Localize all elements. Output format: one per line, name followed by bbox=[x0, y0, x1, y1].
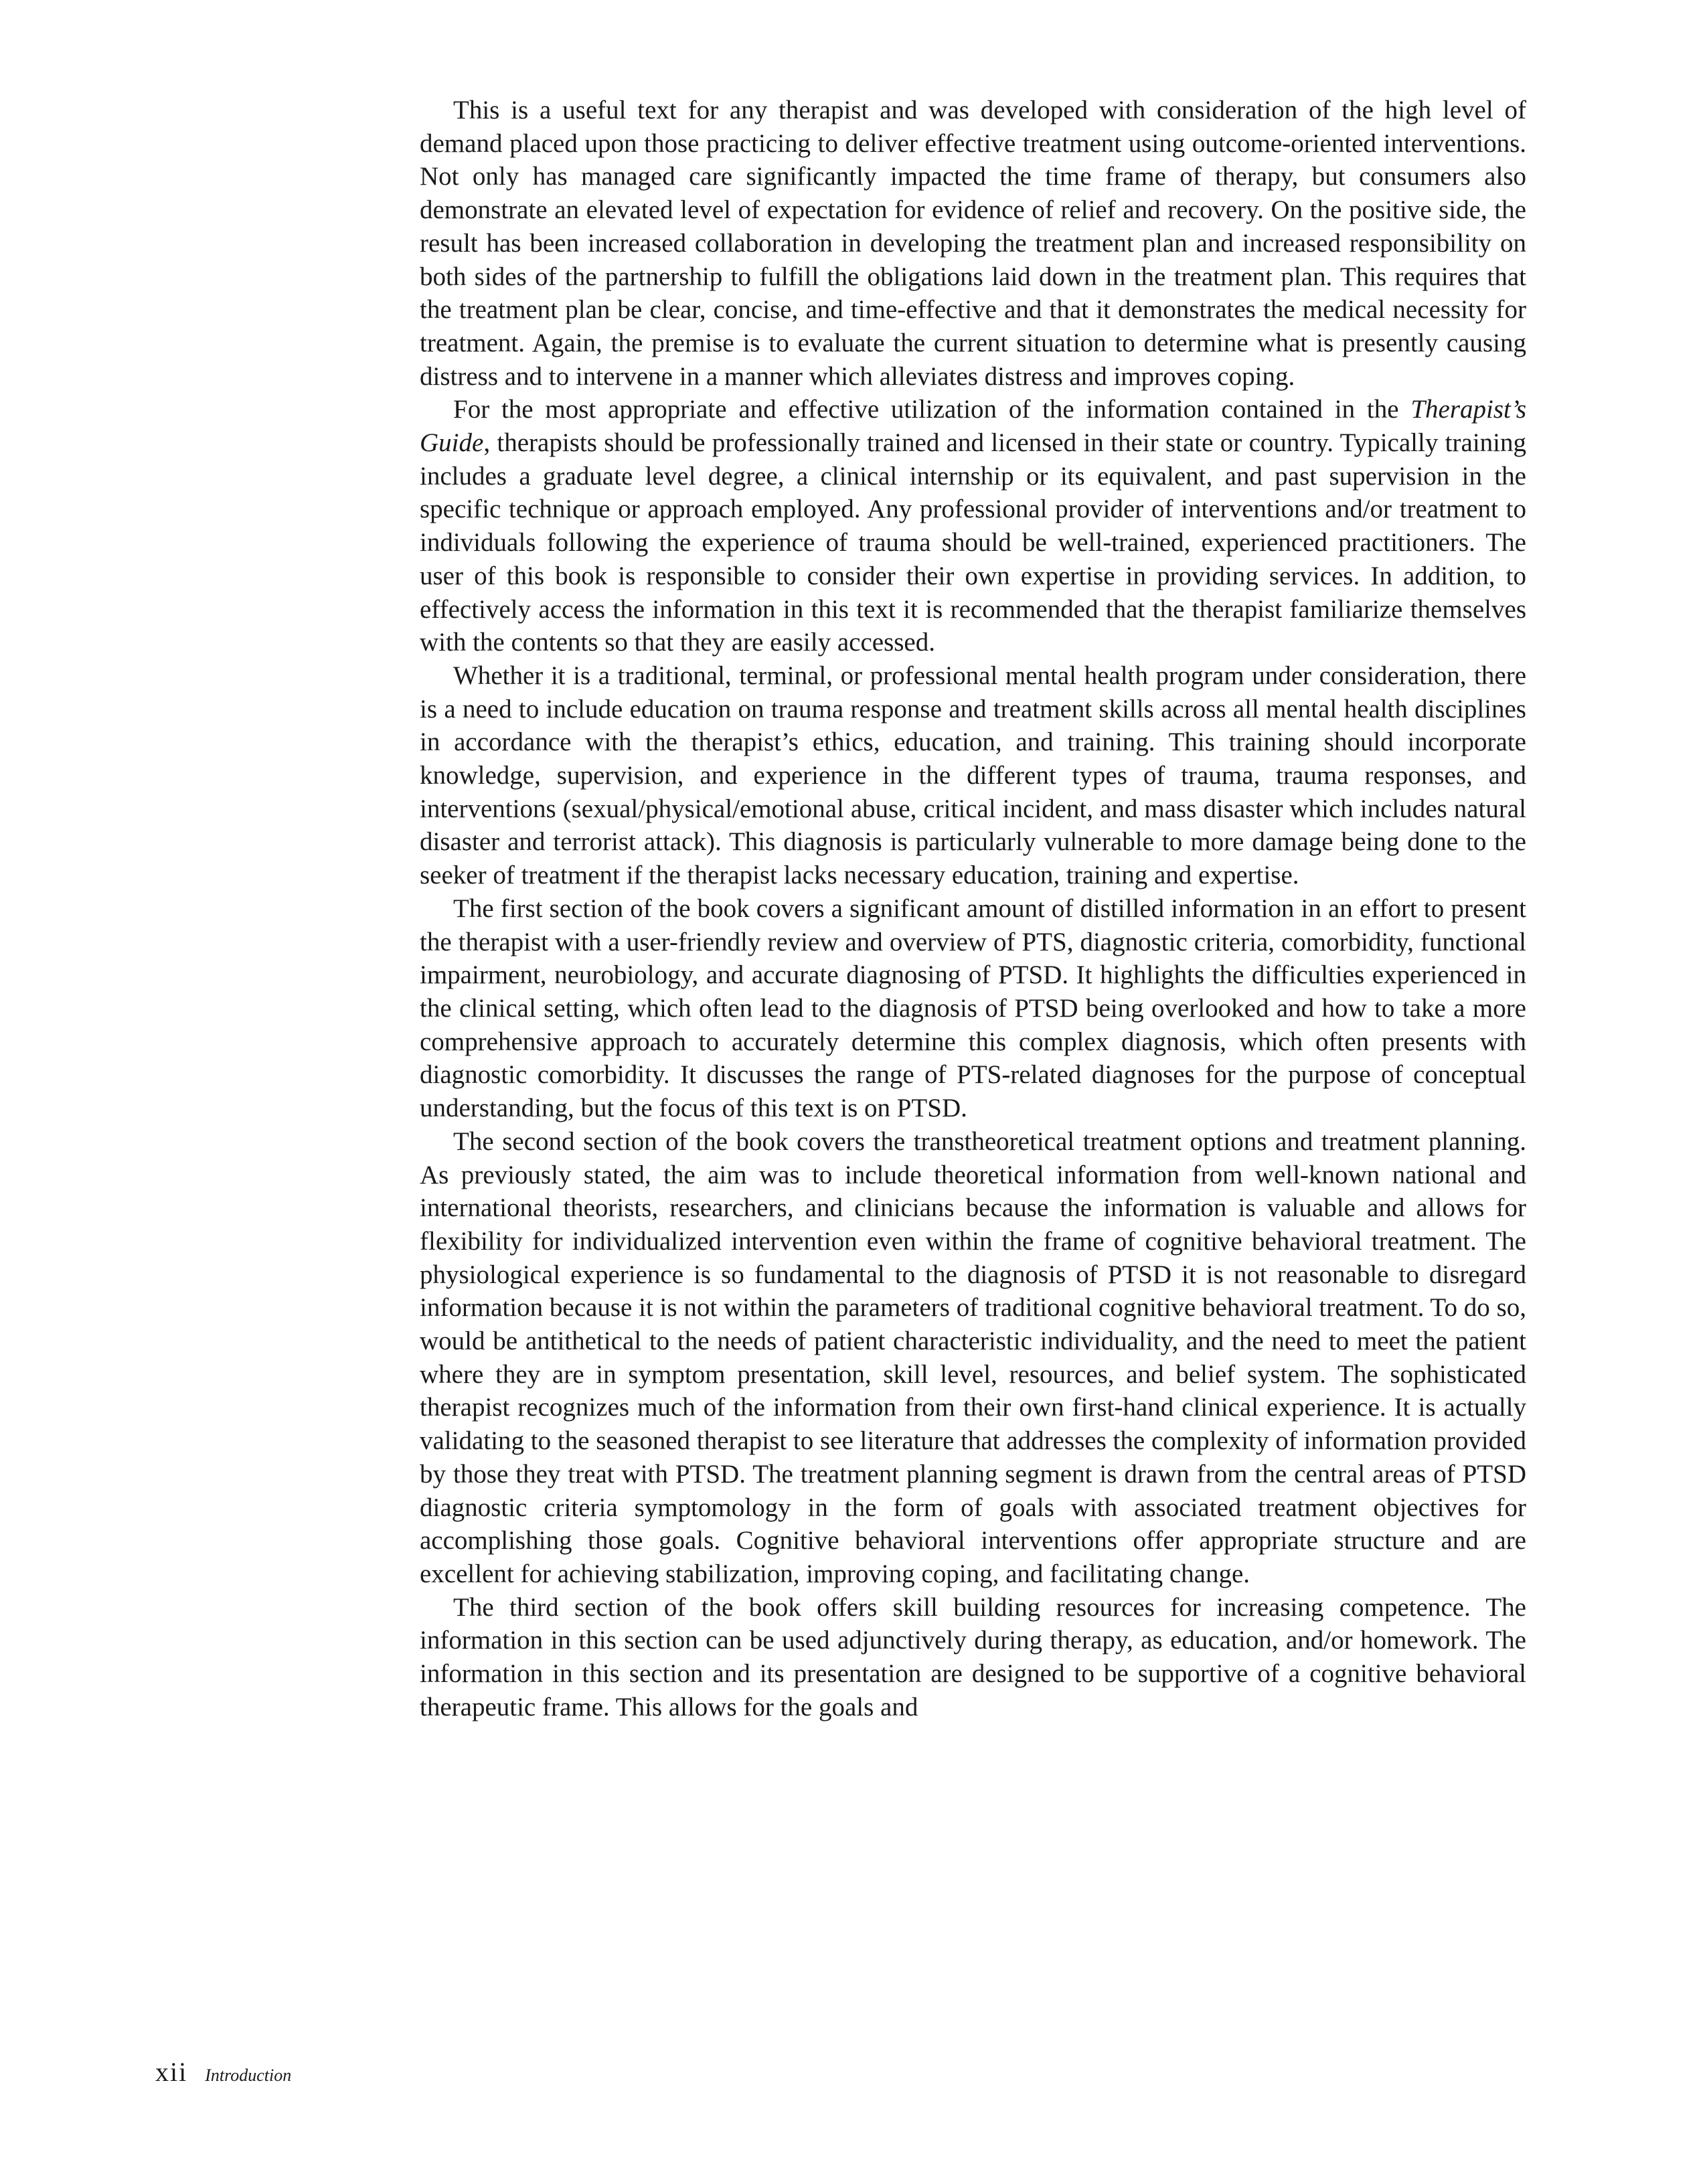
paragraph-3: Whether it is a traditional, terminal, or professional mental health program under consideration, there is a need to include education on trauma response and treatment skills across all mental health disciplines in accordance with the therapist’s ethics, education, and training. This training should incorporate knowledge, supervision, and experience in the different types of trauma, trauma responses, and interventions (sexual/physical/emotional abuse, critical incident, and mass disaster which includes natural disaster and terrorist attack). This diagnosis is particularly vulnerable to more damage being done to the seeker of treatment if the therapist lacks necessary education, training and expertise. bbox=[420, 661, 1526, 890]
paragraph-4: The first section of the book covers a significant amount of distilled information in an effort to present the therapist with a user-friendly review and overview of PTS, diagnostic criteria, comorbidity, functional impairment, neurobiology, and accurate diagnosing of PTSD. It highlights the difficulties experienced in the clinical setting, which often lead to the diagnosis of PTSD being overlooked and how to take a more comprehensive approach to accurately determine this complex diagnosis, which often presents with diagnostic comorbidity. It discusses the range of PTS-related diagnoses for the purpose of conceptual understanding, but the focus of this text is on PTSD. bbox=[420, 894, 1526, 1123]
paragraph-5: The second section of the book covers the transtheoretical treatment options and treatment planning. As previously stated, the aim was to include theoretical information from well-known national and international theorists, researchers, and clinicians because the information is valuable and allows for flexibility for individualized intervention even within the frame of cognitive behavioral treatment. The physiological experience is so fundamental to the diagnosis of PTSD it is not reasonable to disregard information because it is not within the parameters of traditional cognitive behavioral treatment. To do so, would be antithetical to the needs of patient characteristic individuality, and the need to meet the patient where they are in symptom presentation, skill level, resources, and belief system. The sophisticated therapist recognizes much of the information from their own first-hand clinical experience. It is actually validating to the seasoned therapist to see literature that addresses the complexity of information provided by those they treat with PTSD. The treatment planning segment is drawn from the central areas of PTSD diagnostic criteria symptomology in the form of goals with associated treatment objectives for accomplishing those goals. Cognitive behavioral interventions offer appropriate structure and are excellent for achieving stabilization, improving coping, and facilitating change. bbox=[420, 1126, 1526, 1588]
paragraph-2-lead: For the most appropriate and effective utilization of the information contained in the bbox=[453, 395, 1411, 424]
page-number: xii bbox=[155, 2057, 188, 2087]
paragraph-6: The third section of the book offers skill building resources for increasing competence. The information in this section can be used adjunctively during therapy, as education, and/or homework. The information in this section and its presentation are designed to be supportive of a cognitive behavioral therapeutic frame. This allows for the goals and bbox=[420, 1592, 1526, 1721]
body-text bbox=[420, 94, 1526, 1724]
book-title-italic: Therapist’s Guide bbox=[420, 395, 1526, 458]
page-footer bbox=[155, 2056, 291, 2088]
running-head: Introduction bbox=[205, 2066, 292, 2085]
paragraph-2-rest: , therapists should be professionally trained and licensed in their state or country. Typically training includes a graduate level degree, a clinical internship or its equivalent, and past supervision in the specific technique or approach employed. Any professional provider of interventions and/or treatment to individuals following the experience of trauma should be well-trained, experienced practitioners. The user of this book is responsible to consider their own expertise in providing services. In addition, to effectively access the information in this text it is recommended that the therapist familiarize themselves with the contents so that they are easily accessed. bbox=[420, 428, 1526, 657]
paragraph-2 bbox=[420, 393, 1526, 659]
paragraph-1: This is a useful text for any therapist and was developed with consideration of the high level of demand placed upon those practicing to deliver effective treatment using outcome-oriented interventions. Not only has managed care significantly impacted the time frame of therapy, but consumers also demonstrate an elevated level of expectation for evidence of relief and recovery. On the positive side, the result has been increased collaboration in developing the treatment plan and increased responsibility on both sides of the partnership to fulfill the obligations laid down in the treatment plan. This requires that the treatment plan be clear, concise, and time-effective and that it demonstrates the medical necessity for treatment. Again, the premise is to evaluate the current situation to determine what is presently causing distress and to intervene in a manner which alleviates distress and improves coping. bbox=[420, 96, 1526, 391]
